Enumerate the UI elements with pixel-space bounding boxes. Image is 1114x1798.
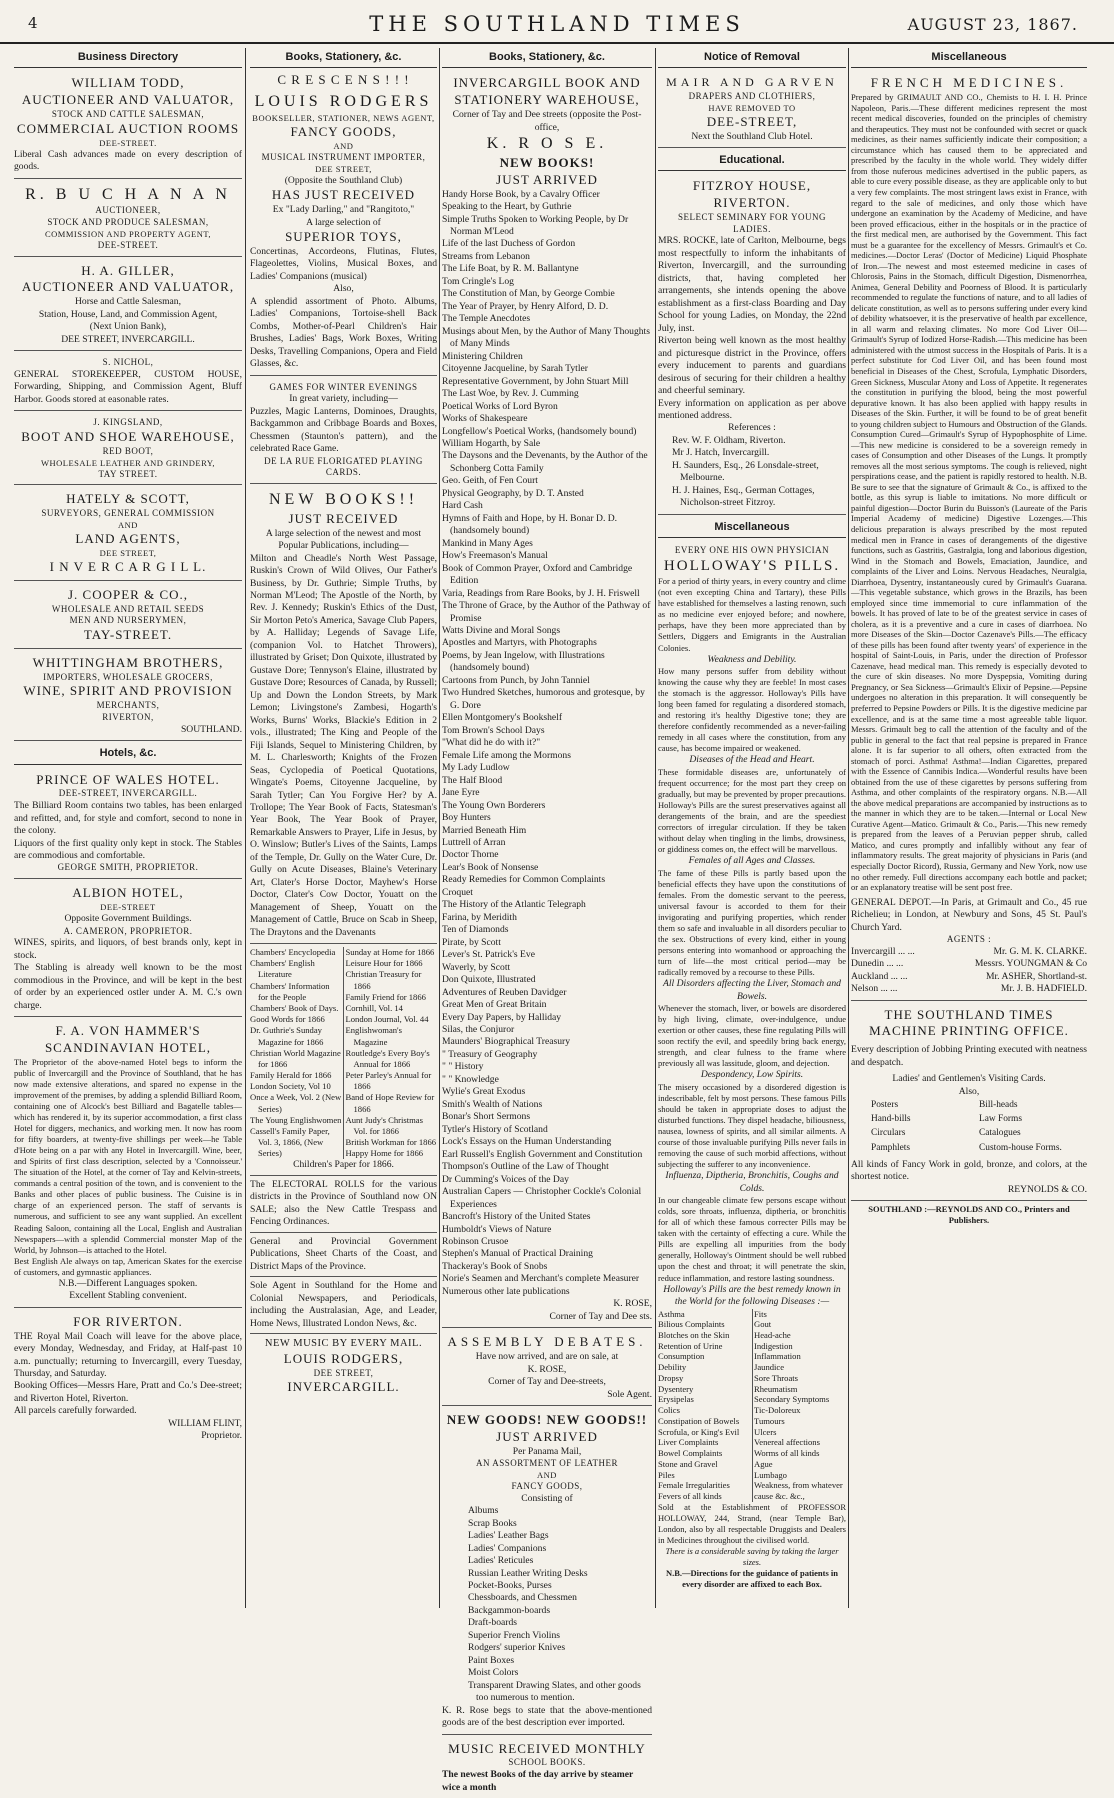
list-item: Hard Cash <box>442 500 483 512</box>
list-item: Adventures of Reuben Davidger <box>442 986 567 998</box>
ad-french-medicines: FRENCH MEDICINES. Prepared by GRIMAULT AND CO., Chemists to H. I. H. Prince Napoleon, Paris.—These different medicines represent the most recent medical discoveries, founded on the principles of chemistry and therapeutics. They must not be confounded with secret or quack medicines, as their names sufficiently indicate their composition; a circumstance which has caused them to be appreciated and prescribed by the faculty in the whole world. They widely differ from those nuferous medicines advertised in the public papers, as able to cure every possible disease, as they are applicable only to but a very few complaints. The most stringent laws exist in France, with regard to the sale of medicines, and only those which have undergone an examination by the Academy of Medicine, and have been proved efficacious, either in the hospitals or in the practice of the first medical men, are authorised by the Government. This fact must be a guarantee for the excellency of Messrs. Grimault's et Co. medicines.—Doctor Leras' (Doctor of Medicine) Liquid Phosphate of Iron.—The newest and most esteemed medicine in cases of Chlorosis, Pains in the Stomach, difficult Digestion, Dismenorrhea, Animea, General Debility and Poorness of Blood. It is particularly recommended to regulate the functions of nature, and to all ladies of delicate constitution, as well as to persons suffering under every kind of debility whatsoever, it is the preservative of health par excellence, in all warm and relaxing climates. No more Cod Liver Oil—Grimault's Syrup of Iodized Horse-Radish.—This medicine has been administered with the utmost success in the Hospitals of Paris. It is a perfect substitute for Cod Liver Oil, and has been found most beneficial in Diseases of the Chest, Scrofula, Lymphatic Disorders, Green Sickness, Muscular Atony and Loss of Appetite. It regenerates the constitution in purifying the blood, being the most powerful depurative known. It has also been applied with happy results in Diseases of the Skin. Further, it will be found to be of great benefit to young children subject to Humours and Obstruction of the Glands. Consumption Cured—Grimault's Syrup of Hypophosphite of Lime.—This new medicine is considered to be a sovereign remedy in cases of Consumption and other Diseases of the Lungs. It promptly removes all the most serious symptoms. The cough is relieved, night perspirations cease, and the patient is rapidly restored to health. N.B. Be sure to see that the signature of Grimault & Co., is affixed to the bottle, as this syrup is liable to imitations. No more difficult or painful digestion—Doctor Burin du Buisson's (Laureate of the Paris Imperial Academy of medicine) Digestive Lozenges.—This delicious preparation is always prescribed by the most reputed medical men in France in cases of derangements of the digestive functions, such as Gastritis, Gastralgia, long and laborious digestion, Wind in the Stomach and Bowels, Emaciation, Jaundice, and complaints of the Liver and Loins. Nervous Headaches, Neuralgia, Diarrhoea, Dysentry, instantaneously cured by Grimault's Guarana.—This vegetable substance, which grows in the Brazils, has been employed since time immemorial to cure inflammation of the bowels. It has proved of late to be of the greatest service in cases of cholera, as it is a preventive and a cure in cases of diarrhoea. No more Diseases of the Skin—Doctor Cazenave's Pills.—The efficacy of these pills has been found after twenty years' of experience in the hospital of Saint-Louis, in Paris, under the direction of Professor Cazenave, head medical man. This remedy is especially devoted to the cure of skin diseases. No more Dyspepsia, Vomiting during Pregnancy, or Sea Sickness—Grimault's Elixir of Pepsine.—Pepsine undergoes no alteration in this preparation. It will consequently be preferred to Pepsine Powders or Pills. It is the digestive medicine par excellence, and is at the same time a most agreeable table liquor. Messrs. Grimault beg to call the attention of the faculty and of the public in general to the fact that real pepsine is prepared in France alone. It is far superior to all others, often extracted from the stomach of porci. Asthma! Asthma!—Indian Cigarettes, prepared with the Essence of Cannibis Indica.—Wonderful results have been obtained from the use of these cigarettes by persons suffering from Asthma, and other complaints of the respiratory organs. N.B.—All the above medical preparations are accompanied by instructions as to the manner in which they are to be taken.—Internal or Local New Curative Agent—Matico. Grimault & Co., Paris.—This new remedy is prepared from the leaves of a Peruvian pepper shrub, called Matico, and cures promptly and infallibly without any fear of inflammatory results. The great majority of physicians in Paris (and especially Doctor Ricord), Russia, Germany and New York, now use no other remedy. Full directions accompany each bottle and packet; or an explanatory treatise will be sent post free. GENERAL DEPOT.—In Paris, at Grimault and Co., 45 rue Richelieu; in London, at Newbury and Sons, 45 St. Paul's Church Yard. AGENTS : Invercargill ... ... Mr. G. M. K. CLARKE. Dunedin ... ... Messrs. YOUNGMAN & Co Auckland ... ... Mr. ASHER, Shortland-st. Nelson ... ... Mr. J. B. HADFIELD. <box>851 72 1087 1000</box>
ad-kingsland: J. KINGSLAND, BOOT AND SHOE WAREHOUSE, RED BOOT, WHOLESALE LEATHER AND GRINDERY, TAY STREET. <box>14 414 242 485</box>
masthead <box>0 0 1114 44</box>
list-item: Ellen Montgomery's Bookshelf <box>442 712 563 724</box>
list-item: Poems, by Jean Ingelow, with Illustrations (handsomely bound) <box>442 649 605 674</box>
list-item: Female Irregularities <box>658 1480 730 1491</box>
section-header: Miscellaneous <box>851 48 1087 68</box>
list-item: Mankind in Many Ages <box>442 537 533 549</box>
list-item: Two Hundred Sketches, humorous and grotesque, by G. Dore <box>442 687 645 711</box>
list-item: Law Forms <box>979 1114 1022 1125</box>
column-business-directory <box>14 48 242 1610</box>
list-item: Musings about Men, by the Author of Many Thoughts of Many Minds <box>442 325 650 350</box>
list-item: My Lady Ludlow <box>442 762 510 774</box>
agent-name: Mr. J. B. HADFIELD. <box>1000 983 1087 995</box>
list-item: Lear's Book of Nonsense <box>442 861 539 873</box>
section-header: Business Directory <box>14 48 242 68</box>
list-item: Englishwoman's Magazine <box>345 1025 402 1047</box>
agent-town: Nelson ... ... <box>851 983 898 995</box>
list-item: Fits <box>754 1308 767 1319</box>
list-item: The Half Blood <box>442 774 503 786</box>
list-item: Ladies' Companions <box>468 1542 547 1554</box>
list-item: " " History <box>442 1061 484 1073</box>
list-item: Blotches on the Skin <box>658 1329 730 1340</box>
list-item: Longfellow's Poetical Works, (handsomely bound) <box>442 425 637 437</box>
list-item: Bancroft's History of the United States <box>442 1211 591 1223</box>
list-item: Jaundice <box>754 1362 785 1373</box>
list-item: Stephen's Manual of Practical Draining <box>442 1248 593 1260</box>
section-header: Notice of Removal <box>658 48 846 68</box>
list-item: Scrofula, or King's Evil <box>658 1426 740 1437</box>
page-number: 4 <box>28 14 38 32</box>
column-books-rodgers: Books, Stationery, &c. C R E S C E N S ! ! ! LOUIS RODGERS BOOKSELLER, STATIONER, NEWS AGENT, FANCY GOODS, AND MUSICAL INSTRUMENT IMPORTER, DEE STREET, (Opposite the Southland Club) HAS JUST RECEIVED Ex "Lady Darling," and "Rangitoto," A large selection of SUPERIOR TOYS, Concertinas, Accordeons, Flutinas, Flutes, Flageolettes, Violins, Musical Boxes, and Ladies' Companions (musical) Also, A splendid assortment of Photo. Albums, Ladies' Companions, Tortoise-shell Back Combs, Mother-of-Pearl Children's Hair Brushes, Ladies' Bags, Work Boxes, Writing Desks, Travelling Companions, Opera and Field Glasses, &c. GAMES FOR WINTER EVENINGS In great variety, including— Puzzles, Magic Lanterns, Dominoes, Draughts, Backgammon and Cribbage Boards and Boxes, Chessmen (Staunton's pattern), and the celebrated Race Game. DE LA RUE FLORIGATED PLAYING CARDS. NEW BOOKS!! JUST RECEIVED A large selection of the newest and most Popular Publications, including— Milton and Cheadle's North West Passage, Ruskin's Crown of Wild Olives, Our Father's Business, by Dr. Guthrie; Simple Truths, by Norman M'Leod; The Apostle of the North, by Rev. J. Kennedy; Ruskin's Ethics of the Dust, Sir Morton Peto's America, Savage Club Papers, by A. Halliday; Legends of Savage Life, (companion Vol. to Hatchet Throwers), illustrated by Griset; Don Quixote, illustrated by Gustave Dore; Tennyson's Elaine, illustrated by Gustave Dore; Resources of Canada, by Russell; Up and Down the London Streets, by Mark Lemon; Livingstone's Zambesi, Hogarth's Works, Burns' Works, Blackie's Edition in 2 vols., illustrated; The King and People of the Fiji Islands, Sequel to Ministering Children, by M. L. Charlesworth; Knights of the Frozen Seas, Cyclopedia of Poetical Quotations, Wingate's Poems, Citoyenne Jacqueline, by Sarah Tytler; Can You Forgive Her? by A. Trollope; The Year Book of Facts, Statesman's Year Book, The Year Book of Prayer, Remarkable Answers to Prayer, Life in Jesus, by O. Winslow; Butler's Lives of the Saints, Lamps of the Temple, Dr. Gully on the Water Cure, Dr. Gully on Acute Diseases, Blaine's Veterinary Art, Clater's Horse Doctor, Mayhew's Horse Doctor, Clater's Cow Doctor, Youatt on the Management of Sheep, Youatt on the Management of Cattle, Bruce on Scab in Sheep, The Draytons and the Davenants Chambers' Encyclopedia Chambers' English Literature Chambers' Information for the People Chambers' Book of Days. Good Words for 1866 Dr. Guthrie's Sunday Magazine for 1866 Christian World Magazine for 1866 Family Herald for 1866 London Society, Vol 10 Once a Week, Vol. 2 (New Series) The Young Englishwomen Cassell's Family Paper, Vol. 3, 1866, (New Series) Sunday at Home for 1866 Leisure Hour for 1866 Christian Treasury for 1866 Family Friend for 1866 Cornhill, Vol. 14 London Journal, Vol. 44 Englishwoman's Magazine Routledge's Every Boy's Annual for 1866 Peter Parley's Annual for 1866 Band of Hope Review for 1866 Aunt Judy's Christmas Vol. for 1866 British Workman for 1866 Happy Home for 1866 Children's Paper for 1866. The ELECTORAL ROLLS for the various districts in the Province of Southland now ON SALE; also the New Cattle Trespass and Fencing Ordinances. General and Provincial Government Publications, Sheet Charts of the Coast, and District Maps of the Province. Sole Agent in Southland for the Home and Colonial Newspapers, and Periodicals, including the Australasian, Age, and Leader, Home News, Illustrated London News, &c. NEW MUSIC BY EVERY MAIL. LOUIS RODGERS, DEE STREET, INVERCARGILL. <box>250 48 437 1610</box>
list-item: Pirate, by Scott <box>442 936 501 948</box>
list-item: Varia, Readings from Rare Books, by J. H. Friswell <box>442 587 640 599</box>
list-item: Every Day Papers, by Halliday <box>442 1011 562 1023</box>
ad-fitzroy-house: FITZROY HOUSE, RIVERTON. SELECT SEMINARY FOR YOUNG LADIES. MRS. ROCKE, late of Carlton, Melbourne, begs most respectfully to inform the inhabitants of Riverton, Invercargill, and the surrounding districts, that, having completed her arrangements, she intends opening the above establishment as a first-class Boarding and Day School for young Ladies, on Monday, the 22nd July, inst. Riverton being well known as the most healthy and picturesque district in the Province, offers every inducement to parents and guardians desirous of securing for their children a healthy and cheerful seminary. Every information on application as per above mentioned address. References : Rev. W. F. Oldham, Riverton. Mr J. Hatch, Invercargill. H. Saunders, Esq., 26 Lonsdale-street, Melbourne. H. J. Haines, Esq., German Cottages, Nicholson-street Fitzroy. <box>658 175 846 514</box>
list-item: Good Words for 1866 <box>250 1014 325 1025</box>
list-item: Chambers' Book of Days. <box>250 1003 339 1013</box>
agent-town: Auckland ... ... <box>851 970 908 982</box>
list-item: "What did he do with it?" <box>442 737 541 749</box>
list-item: Ten of Diamonds <box>442 924 509 936</box>
list-item: Don Quixote, Illustrated <box>442 974 536 986</box>
section-header: Books, Stationery, &c. <box>250 48 437 68</box>
section-header: Hotels, &c. <box>14 744 242 764</box>
ad-todd: WILLIAM TODD, AUCTIONEER AND VALUATOR, STOCK AND CATTLE SALESMAN, COMMERCIAL AUCTION ROOMS DEE-STREET. Liberal Cash advances made on every description of goods. <box>14 72 242 178</box>
list-item: Circulars <box>871 1128 906 1139</box>
list-item: Luttrell of Arran <box>442 836 506 848</box>
list-item: Numerous other late publications <box>442 1285 570 1297</box>
list-item: The Last Woe, by Rev. J. Cumming <box>442 388 579 400</box>
list-item: Ague <box>754 1458 773 1469</box>
list-item: " Treasury of Geography <box>442 1048 538 1060</box>
list-item: Family Herald for 1866 <box>250 1070 332 1081</box>
ad-buchanan: R. B U C H A N A N AUCTIONEER, STOCK AND PRODUCE SALESMAN, COMMISSION AND PROPERTY AGENT, DEE-STREET. <box>14 182 242 257</box>
agent-name: Mr. G. M. K. CLARKE. <box>993 945 1087 957</box>
list-item: Citoyenne Jacqueline, by Sarah Tytler <box>442 363 588 375</box>
list-item: Maunders' Biographical Treasury <box>442 1036 571 1048</box>
list-item: Apostles and Martyrs, with Photographs <box>442 637 597 649</box>
agent-town: Invercargill ... ... <box>851 945 915 957</box>
list-item: Jane Eyre <box>442 787 480 799</box>
list-item: The History of the Atlantic Telegraph <box>442 899 586 911</box>
list-item: Pamphlets <box>871 1142 911 1153</box>
list-item: Chambers' English Literature <box>250 958 315 980</box>
list-item: Debility <box>658 1362 687 1373</box>
list-item: Inflammation <box>754 1351 801 1362</box>
list-item: Cartoons from Punch, by John Tanniel <box>442 674 590 686</box>
list-item: Dropsy <box>658 1372 684 1383</box>
list-item: Waverly, by Scott <box>442 961 511 973</box>
column-rule <box>655 48 656 1608</box>
column-books-rose <box>442 48 652 1793</box>
list-item: Book of Common Prayer, Oxford and Cambridge Edition <box>442 562 633 587</box>
agent-row <box>851 958 1087 970</box>
list-item: Ladies' Reticules <box>468 1555 534 1567</box>
ad-cooper: J. COOPER & CO., WHOLESALE AND RETAIL SEEDS MEN AND NURSERYMEN, TAY-STREET. <box>14 584 242 649</box>
list-item: Thompson's Outline of the Law of Thought <box>442 1161 609 1173</box>
imprint: SOUTHLAND :—REYNOLDS AND CO., Printers and Publishers. <box>868 1204 1070 1226</box>
list-item: Routledge's Every Boy's Annual for 1866 <box>345 1047 430 1069</box>
list-item: The Young Englishwomen <box>250 1114 342 1125</box>
list-item: Geo. Geith, of Fen Court <box>442 475 538 487</box>
list-item: Colics <box>658 1405 680 1416</box>
agent-name: Mr. ASHER, Shortland-st. <box>985 970 1087 982</box>
list-item: Life of the last Duchess of Gordon <box>442 238 576 250</box>
list-item: Catalogues <box>979 1128 1021 1139</box>
list-item: Custom-house Forms. <box>979 1142 1062 1153</box>
list-item: Simple Truths Spoken to Working People, by Dr Norman M'Leod <box>442 213 629 237</box>
agent-row <box>851 946 1087 958</box>
book-list <box>442 189 652 1299</box>
annuals-list <box>250 947 437 1159</box>
list-item: Ladies' Leather Bags <box>468 1530 549 1542</box>
list-item: Sunday at Home for 1866 <box>345 947 435 958</box>
section-header: Educational. <box>658 151 846 171</box>
list-item: Gout <box>754 1319 772 1330</box>
list-item: The Throne of Grace, by the Author of the Pathway of Promise <box>442 600 651 624</box>
goods-list <box>442 1505 652 1705</box>
section-header: Books, Stationery, &c. <box>442 48 652 68</box>
ad-rose-warehouse: INVERCARGILL BOOK AND STATIONERY WAREHOUSE, Corner of Tay and Dee streets (opposite the Post-office, K. R O S E. NEW BOOKS! JUST ARRIVED Handy Horse Book, by a Cavalry Officer Speaking to the Heart, by Guthrie Simple Truths Spoken to Working People, by Dr Norman M'Leod Life of the last Duchess of Gordon Streams from Lebanon The Life Boat, by R. M. Ballantyne Tom Cringle's Log The Constitution of Man, by George Combie The Year of Prayer, by Henry Alford, D. D. The Temple Anecdotes Musings about Men, by the Author of Many Thoughts of Many Minds Ministering Children Citoyenne Jacqueline, by Sarah Tytler Representative Government, by John Stuart Mill The Last Woe, by Rev. J. Cumming Poetical Works of Lord Byron Works of Shakespeare Longfellow's Poetical Works, (handsomely bound) William Hogarth, by Sale The Daysons and the Devenants, by the Author of the Schonberg Cotta Family Geo. Geith, of Fen Court Physical Geography, by D. T. Ansted Hard Cash Hymns of Faith and Hope, by H. Bonar D. D. (handsomely bound) Mankind in Many Ages How's Freemason's Manual Book of Common Prayer, Oxford and Cambridge Edition Varia, Readings from Rare Books, by J. H. Friswell The Throne of Grace, by the Author of the Pathway of Promise Watts Divine and Moral Songs Apostles and Martyrs, with Photographs Poems, by Jean Ingelow, with Illustrations (handsomely bound) Cartoons from Punch, by John Tanniel Two Hundred Sketches, humorous and grotesque, by G. Dore Ellen Montgomery's Bookshelf Tom Brown's School Days "What did he do with it?" Female Life among the Mormons My Lady Ludlow The Half Blood Jane Eyre The Young Own Borderers Boy Hunters Married Beneath Him Luttrell of Arran Doctor Thorne Lear's Book of Nonsense Ready Remedies for Common Complaints Croquet The History of the Atlantic Telegraph Farina, by Meridith Ten of Diamonds Pirate, by Scott Lever's St. Patrick's Eve Waverly, by Scott Don Quixote, Illustrated Adventures of Reuben Davidger Great Men of Great Britain Every Day Papers, by Halliday Silas, the Conjuror Maunders' Biographical Treasury " Treasury of Geography " " History " " Knowledge Wylie's Great Exodus Smith's Wealth of Nations Bonar's Short Sermons Tytler's History of Scotland Lock's Essays on the Human Understanding Earl Russell's English Government and Constitution Thompson's Outline of the Law of Thought Dr Cumming's Voices of the Day Australian Capers — Christopher Cockle's Colonial Experiences Bancroft's History of the United States Humboldt's Views of Nature Robinson Crusoe Stephen's Manual of Practical Draining Thackeray's Book of Snobs Norie's Seamen and Merchant's complete Measurer Numerous other late publications K. ROSE, Corner of Tay and Dee sts. <box>442 72 652 1328</box>
ad-mair-garven: MAIR AND GARVEN DRAPERS AND CLOTHIERS, HAVE REMOVED TO DEE-STREET, Next the Southland Club Hotel. <box>658 72 846 148</box>
list-item: The Daysons and the Devenants, by the Author of the Schonberg Cotta Family <box>442 450 648 474</box>
list-item: The Year of Prayer, by Henry Alford, D. D. <box>442 300 609 312</box>
ad-prince-of-wales: PRINCE OF WALES HOTEL. DEE-STREET, INVERCARGILL. The Billiard Room contains two tables, has been enlarged and refitted, and, for style and comfort, second to none in the colony. Liquors of the first quality only kept in stock. The Stables are commodious and comfortable. GEORGE SMITH, PROPRIETOR. <box>14 769 242 880</box>
list-item: Consumption <box>658 1351 705 1362</box>
list-item: Band of Hope Review for 1866 <box>345 1092 435 1114</box>
list-item: The Temple Anecdotes <box>442 313 531 325</box>
list-item: Great Men of Great Britain <box>442 999 547 1011</box>
print-services-grid <box>851 1098 1087 1154</box>
ad-assembly-debates: ASSEMBLY DEBATES. Have now arrived, and are on sale, at K. ROSE, Corner of Tay and Dee-streets, Sole Agent. <box>442 1331 652 1406</box>
list-item: Ready Remedies for Common Complaints <box>442 874 606 886</box>
list-item: Poetical Works of Lord Byron <box>442 400 558 412</box>
agent-row <box>851 971 1087 983</box>
agent-town: Dunedin ... ... <box>851 958 904 970</box>
list-item: Cornhill, Vol. 14 <box>345 1003 403 1013</box>
list-item: Ulcers <box>754 1426 777 1437</box>
list-item: London Society, Vol 10 <box>250 1081 331 1092</box>
list-item: Family Friend for 1866 <box>345 991 426 1002</box>
list-item: Erysipelas <box>658 1394 694 1405</box>
list-item: Lumbago <box>754 1469 787 1480</box>
ad-riverton-coach: FOR RIVERTON. THE Royal Mail Coach will leave for the above place, every Monday, Wednesday, and Friday, at Half-past 10 a.m. punctually; returning to Invercargill, every Tuesday, Thursday, and Saturday. Booking Offices—Messrs Hare, Pratt and Co.'s Dee-street; and Riverton Hotel, Riverton. All parcels carefully forwarded. WILLIAM FLINT, Proprietor. <box>14 1313 242 1442</box>
list-item: Bill-heads <box>979 1100 1018 1111</box>
ad-printing-office: THE SOUTHLAND TIMES MACHINE PRINTING OFFICE. Every description of Jobbing Printing executed with neatness and despatch. Ladies' and Gentlemen's Visiting Cards. Also, Posters Bill-heads Hand-bills Law Forms Circulars Catalogues Pamphlets Custom-house Forms. All kinds of Fancy Work in gold, bronze, and colors, at the shortest notice. REYNOLDS & CO. <box>851 1004 1087 1202</box>
list-item: Doctor Thorne <box>442 849 499 861</box>
list-item: Earl Russell's English Government and Constitution <box>442 1148 643 1160</box>
list-item: Norie's Seamen and Merchant's complete Measurer <box>442 1273 640 1285</box>
list-item: Rheumatism <box>754 1383 798 1394</box>
agent-name: Messrs. YOUNGMAN & Co <box>974 958 1087 970</box>
agent-row <box>851 983 1087 995</box>
issue-date: AUGUST 23, 1867. <box>907 15 1078 34</box>
list-item: Physical Geography, by D. T. Ansted <box>442 487 584 499</box>
list-item: Thackeray's Book of Snobs <box>442 1260 548 1272</box>
agents-list <box>851 946 1087 996</box>
list-item: Chessboards, and Chessmen <box>468 1592 577 1604</box>
list-item: Weakness, from whatever cause &c. &c., <box>754 1480 843 1501</box>
list-item: Bonar's Short Sermons <box>442 1111 531 1123</box>
ad-music-received: MUSIC RECEIVED MONTHLY SCHOOL BOOKS. The newest Books of the day arrive by steamer wice a month <box>442 1740 646 1793</box>
list-item: Hymns of Faith and Hope, by H. Bonar D. D. (handsomely bound) <box>442 512 618 537</box>
list-item: Venereal affections <box>754 1437 820 1448</box>
column-rule <box>439 48 440 1608</box>
list-item: Scrap Books <box>468 1517 517 1529</box>
list-item: Tytler's History of Scotland <box>442 1123 548 1135</box>
list-item: Handy Horse Book, by a Cavalry Officer <box>442 188 600 200</box>
list-item: Dr. Guthrie's Sunday Magazine for 1866 <box>250 1025 324 1047</box>
list-item: Once a Week, Vol. 2 (New Series) <box>250 1092 342 1114</box>
ad-hately-scott: HATELY & SCOTT, SURVEYORS, GENERAL COMMISSION AND LAND AGENTS, DEE STREET, I N V E R C A R G I L L. <box>14 488 242 580</box>
ad-nichol: S. NICHOL, GENERAL STOREKEEPER, CUSTOM HOUSE, Forwarding, Shipping, and Commission Agent, Bluff Harbor. Goods stored at easonable rates. <box>14 354 242 411</box>
column-rule <box>245 48 246 1608</box>
list-item: Robinson Crusoe <box>442 1235 509 1247</box>
list-item: Aunt Judy's Christmas Vol. for 1866 <box>345 1114 423 1136</box>
list-item: Draft-boards <box>468 1617 518 1629</box>
list-item: Bilious Complaints <box>658 1319 725 1330</box>
list-item: Pocket-Books, Purses <box>468 1579 552 1591</box>
list-item: Lever's St. Patrick's Eve <box>442 949 535 961</box>
list-item: Tom Brown's School Days <box>442 724 545 736</box>
newspaper-title: THE SOUTHLAND TIMES <box>369 12 745 36</box>
list-item: Constipation of Bowels <box>658 1415 740 1426</box>
list-item: Hand-bills <box>871 1114 911 1125</box>
list-item: Chambers' Encyclopedia <box>250 947 336 958</box>
column-removal-educational <box>658 48 846 1610</box>
list-item: Australian Capers — Christopher Cockle's Colonial Experiences <box>442 1186 642 1210</box>
list-item: " " Knowledge <box>442 1073 499 1085</box>
ad-giller: H. A. GILLER, AUCTIONEER AND VALUATOR, Horse and Cattle Salesman, Station, House, Land, and Commission Agent, (Next Union Bank), DEE STREET, INVERCARGILL. <box>14 260 242 352</box>
list-item: Head-ache <box>754 1329 791 1340</box>
list-item: Peter Parley's Annual for 1866 <box>345 1070 432 1092</box>
list-item: Married Beneath Him <box>442 824 527 836</box>
list-item: Worms of all kinds <box>754 1448 820 1459</box>
ad-albion: ALBION HOTEL, DEE-STREET Opposite Government Buildings. A. CAMERON, PROPRIETOR. WINES, spirits, and liquors, of best brands only, kept in stock. The Stabling is already well known to be the most commodious in the Province, and will be kept in the best of order by an experienced ostler under A. M. C.'s own charge. <box>14 882 242 1017</box>
list-item: Backgammon-boards <box>468 1604 551 1616</box>
list-item: Liver Complaints <box>658 1437 719 1448</box>
list-item: Works of Shakespeare <box>442 413 528 425</box>
list-item: Superior French Violins <box>468 1629 560 1641</box>
list-item: Farina, by Meridith <box>442 911 517 923</box>
list-item: Female Life among the Mormons <box>442 749 571 761</box>
crescens-banner: C R E S C E N S ! ! ! <box>277 72 410 88</box>
list-item: Rodgers' superior Knives <box>468 1642 566 1654</box>
list-item: Silas, the Conjuror <box>442 1024 515 1035</box>
annuals-right <box>346 947 438 1159</box>
list-item: Fevers of all kinds <box>658 1490 722 1501</box>
list-item: Wylie's Great Exodus <box>442 1086 526 1098</box>
list-item: Cassell's Family Paper, Vol. 3, 1866, (New Series) <box>250 1125 330 1159</box>
list-item: Paint Boxes <box>468 1654 515 1666</box>
list-item: The Life Boat, by R. M. Ballantyne <box>442 263 579 275</box>
list-item: Indigestion <box>754 1340 793 1351</box>
list-item: London Journal, Vol. 44 <box>345 1014 429 1025</box>
ad-new-goods: NEW GOODS! NEW GOODS!! JUST ARRIVED Per Panama Mail, AN ASSORTMENT OF LEATHER AND FANCY GOODS, Consisting of Albums Scrap Books Ladies' Leather Bags Ladies' Companions Ladies' Reticules Russian Leather Writing Desks Pocket-Books, Purses Chessboards, and Chessmen Backgammon-boards Draft-boards Superior French Violins Rodgers' superior Knives Paint Boxes Moist Colors Transparent Drawing Slates, and other goods too numerous to mention. K. R. Rose begs to state that the above-mentioned goods are of the best description ever imported. <box>442 1409 652 1735</box>
list-item: Streams from Lebanon <box>442 250 530 262</box>
list-item: Retention of Urine <box>658 1340 723 1351</box>
list-item: Representative Government, by John Stuart Mill <box>442 375 629 387</box>
list-item: Russian Leather Writing Desks <box>468 1567 588 1579</box>
list-item: Tic-Doloreux <box>754 1405 801 1416</box>
list-item: British Workman for 1866 <box>345 1137 437 1148</box>
list-item: How's Freemason's Manual <box>442 550 548 562</box>
column-rule <box>848 48 849 1608</box>
list-item: Albums <box>468 1505 499 1517</box>
list-item: Posters <box>871 1100 899 1111</box>
list-item: Christian Treasury for 1866 <box>345 969 422 991</box>
list-item: Sore Throats <box>754 1372 798 1383</box>
list-item: Ministering Children <box>442 350 523 362</box>
list-item: The Constitution of Man, by George Combie <box>442 288 615 300</box>
list-item: Bowel Complaints <box>658 1448 723 1459</box>
list-item: Lock's Essays on the Human Understanding <box>442 1136 612 1148</box>
list-item: Piles <box>658 1469 675 1480</box>
list-item: Moist Colors <box>468 1667 519 1679</box>
list-item: Tom Cringle's Log <box>442 275 514 287</box>
ad-von-hammer: F. A. VON HAMMER'S SCANDINAVIAN HOTEL, The Proprietor of the above-named Hotel begs to inform the public of Invercargill and the Province of Southland, that he has now made extensive alterations, and spared no expense in the improvement of the premises, by adding a splendid Billiard Room, containing one of Alcock's best Billiard and Bagatelle tables—which has rendered it, by its superior accommodation, a first class Hotel for diggers, mechanics, and working men. It now has room for fifty boarders, at twenty-five shillings per week—he Table d'Hote being on a par with any Hotel in Invercargill. Wine, beer, and Spirits of first class description, selected by a 'Connoisseur.' The situation of the Hotel, at the corner of Tay and Kelvin-streets, commands a central position of the town, and is convenient to the Banks and other places of public business. The Cuisine is in charge of an experienced person. The staff of servants is numerous, and sufficient to see any want supplied. An excellent Reading Saloon, containing all the Local, English and Australian Newspapers—with a splendid Commercial monster Map of the World, by Johnson—is attached to the Hotel. Best English Ale always on tap, American Skates for the exercise of customers, and gymnastic appliances. N.B.—Different Languages spoken. Excellent Stabling convenient. <box>14 1020 242 1308</box>
ad-whittingham: WHITTINGHAM BROTHERS, IMPORTERS, WHOLESALE GROCERS, WINE, SPIRIT AND PROVISION MERCHANTS, RIVERTON, SOUTHLAND. <box>14 652 242 741</box>
ad-winter-games: GAMES FOR WINTER EVENINGS In great variety, including— Puzzles, Magic Lanterns, Dominoes, Draughts, Backgammon and Cribbage Boards and Boxes, Chessmen (Staunton's pattern), and the celebrated Race Game. DE LA RUE FLORIGATED PLAYING CARDS. <box>250 379 437 484</box>
list-item: Smith's Wealth of Nations <box>442 1098 543 1110</box>
list-item: Transparent Drawing Slates, and other goods too numerous to mention. <box>468 1679 641 1704</box>
list-item: Tumours <box>754 1415 785 1426</box>
list-item: William Hogarth, by Sale <box>442 437 541 449</box>
list-item: Stone and Gravel <box>658 1458 718 1469</box>
list-item: Dr Cumming's Voices of the Day <box>442 1173 569 1185</box>
list-item: Croquet <box>442 886 473 898</box>
list-item: Speaking to the Heart, by Guthrie <box>442 201 572 213</box>
annuals-left <box>250 947 342 1159</box>
column-miscellaneous <box>851 48 1087 1610</box>
list-item: Chambers' Information for the People <box>250 980 330 1002</box>
diseases-list <box>658 1309 846 1502</box>
ad-holloways-pills: EVERY ONE HIS OWN PHYSICIAN HOLLOWAY'S PILLS. For a period of thirty years, in every country and clime (not even excepting China and Tartary), these Pills have established for themselves a lasting renown, such as no medicine ever enjoyed before; and nowhere, perhaps, have they been more appreciated than by Settlers, Diggers and Emigrants in the Australian Colonies. Weakness and Debility. How many persons suffer from debility without knowing the cause why they are feeble! In most cases the stomach is the aggressor. Holloway's Pills have long been famed for regulating a disordered stomach, and restoring it's healthy Digestive tone; they are therefore confidently recommended as a never-failing remedy in all cases where the constitution, from any cause, has become impaired or weakened. Diseases of the Head and Heart. These formidable diseases are, unfortunately of frequent occurrence; for the most part they creep on gradually, but may be prevented by proper precautions. Holloway's Pills are the surest preservatives against all derangements of the brain, and are the speediest correctors of irregular circulation. If they be taken without delay when tingling in the limbs, drowsiness, or giddiness comes on, the effect will be marvellous. Females of all Ages and Classes. The fame of these Pills is partly based upon the beneficial effects they have upon the constitutions of females. From the domestic servant to the peeress, universal favour is accorded to them for their invigorating and purifying properties, which render them so safe and invaluable in all disorders peculiar to the sex. Obstructions of every kind, either in young persons entering into womanhood or approaching the turn of life—the most critical period—may be radically removed by a recourse to these Pills. All Disorders affecting the Liver, Stomach and Bowels. Whenever the stomach, liver, or bowels are disordered by high living, climate, over-indulgence, undue exertion or other causes, these fine regulating Pills will soon rectify the evil, and speedily bring back energy, strength, and clear fulness to the frame where previously all was lassitude, gloom, and dejection. Despondency, Low Spirits. The misery occasioned by a disordered digestion is indescribable, felt by most persons. These famous Pills should be taken in appropriate doses to adjust the disturbed functions. They dispel headache, biliousness, nausea, lowness of spirits, and all similar ailments. A course of those invaluable purifying Pills never fails in removing the cause of such morbid affections, without subjecting the sufferer to any inconvenience. Influenza, Diptheria, Bronchitis, Coughs and Colds. In our changeable climate few persons escape without colds, sore throats, influenza, diptheria, or bronchitis for all of which these famous correcter Pills may be taken with the certainty of effecting a cure. While the Pills are expelling all impurities from the body generally, Holloway's Ointment should be well rubbed upon the chest and throat; it will penetrate the skin, reduce inflammation, and restore lasting soundness. Holloway's Pills are the best remedy known in the World for the following Diseases :— Asthma Bilious Complaints Blotches on the Skin Retention of Urine Consumption Debility Dropsy Dysentery Erysipelas Colics Constipation of Bowels Scrofula, or King's Evil Liver Complaints Bowel Complaints Stone and Gravel Piles Female Irregularities Fevers of all kinds Fits Gout Head-ache Indigestion Inflammation Jaundice Sore Throats Rheumatism Secondary Symptoms Tic-Doloreux Tumours Ulcers Venereal affections Worms of all kinds Ague Lumbago Weakness, from whatever cause &c. &c., Sold at the Establishment of PROFESSOR HOLLOWAY, 244, Strand, (near Temple Bar), London, also by all respectable Druggists and Dealers in Medicines throughout the civilised world. There is a considerable saving by taking the larger sizes. N.B.—Directions for the guidance of patients in every disorder are affixed to each Box. <box>658 545 846 1590</box>
list-item: The Young Own Borderers <box>442 799 546 811</box>
list-item: Watts Divine and Moral Songs <box>442 625 561 636</box>
list-item: Dysentery <box>658 1383 694 1394</box>
list-item: Secondary Symptoms <box>754 1394 830 1405</box>
list-item: Asthma <box>658 1308 685 1319</box>
list-item: Leisure Hour for 1866 <box>345 958 423 969</box>
list-item: Christian World Magazine for 1866 <box>250 1047 341 1069</box>
list-item: Humboldt's Views of Nature <box>442 1223 552 1235</box>
list-item: Happy Home for 1866 <box>345 1148 424 1159</box>
section-header: Miscellaneous <box>658 518 846 538</box>
ad-louis-rodgers: LOUIS RODGERS BOOKSELLER, STATIONER, NEWS AGENT, FANCY GOODS, AND MUSICAL INSTRUMENT IMPORTER, DEE STREET, (Opposite the Southland Club) HAS JUST RECEIVED Ex "Lady Darling," and "Rangitoto," A large selection of SUPERIOR TOYS, Concertinas, Accordeons, Flutinas, Flutes, Flageolettes, Violins, Musical Boxes, and Ladies' Companions (musical) Also, A splendid assortment of Photo. Albums, Ladies' Companions, Tortoise-shell Back Combs, Mother-of-Pearl Children's Hair Brushes, Ladies' Bags, Work Boxes, Writing Desks, Travelling Companions, Opera and Field Glasses, &c. <box>250 89 437 375</box>
ad-new-books-rodgers: NEW BOOKS!! JUST RECEIVED A large selection of the newest and most Popular Publications, including— Milton and Cheadle's North West Passage, Ruskin's Crown of Wild Olives, Our Father's Business, by Dr. Guthrie; Simple Truths, by Norman M'Leod; The Apostle of the North, by Rev. J. Kennedy; Ruskin's Ethics of the Dust, Sir Morton Peto's America, Savage Club Papers, by A. Halliday; Legends of Savage Life, (companion Vol. to Hatchet Throwers), illustrated by Griset; Don Quixote, illustrated by Gustave Dore; Tennyson's Elaine, illustrated by Gustave Dore; Resources of Canada, by Russell; Up and Down the London Streets, by Mark Lemon; Livingstone's Zambesi, Hogarth's Works, Burns' Works, Blackie's Edition in 2 vols., illustrated; The King and People of the Fiji Islands, Sequel to Ministering Children, by M. L. Charlesworth; Knights of the Frozen Seas, Cyclopedia of Poetical Quotations, Wingate's Poems, Citoyenne Jacqueline, by Sarah Tytler; Can You Forgive Her? by A. Trollope; The Year Book of Facts, Statesman's Year Book, The Year Book of Prayer, Remarkable Answers to Prayer, Life in Jesus, by O. Winslow; Butler's Lives of the Saints, Lamps of the Temple, Dr. Gully on the Water Cure, Dr. Gully on Acute Diseases, Blaine's Veterinary Art, Clater's Horse Doctor, Mayhew's Horse Doctor, Clater's Cow Doctor, Youatt on the Management of Sheep, Youatt on the Management of Cattle, Bruce on Scab in Sheep, The Draytons and the Davenants <box>250 487 437 944</box>
list-item: Boy Hunters <box>442 812 491 824</box>
